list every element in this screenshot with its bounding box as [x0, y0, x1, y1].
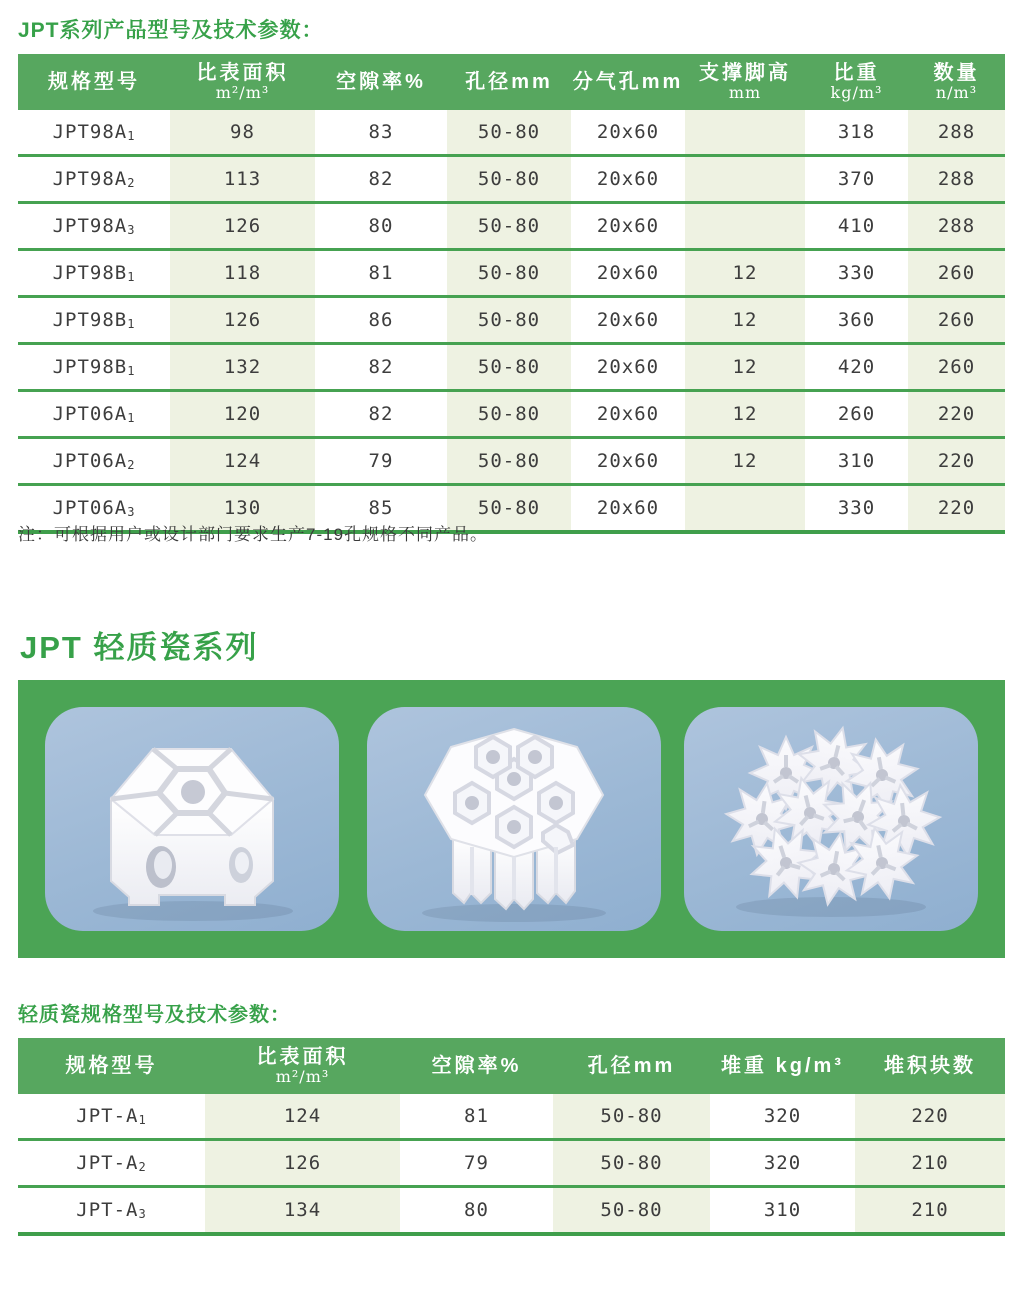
column-header: 比表面积 m²/m³ — [256, 1045, 349, 1087]
table-cell: 210 — [855, 1141, 1005, 1185]
column-header: 比重 kg/m³ — [830, 61, 883, 103]
table-cell: JPT06A 3 — [52, 497, 136, 519]
table-cell: 260 — [908, 298, 1005, 342]
column-header: 支撑脚高 mm — [699, 61, 791, 103]
table-cell: 82 — [368, 403, 394, 425]
ceramic-block-stacked-stars-photo — [684, 707, 978, 931]
table-cell: 126 — [205, 1141, 400, 1185]
table-cell: 80 — [368, 215, 394, 237]
section3-title: 轻质瓷规格型号及技术参数： — [18, 1004, 291, 1026]
table-cell: 330 — [837, 262, 876, 284]
table-cell: JPT98A 3 — [52, 215, 136, 237]
table-cell: 124 — [170, 439, 315, 483]
section2-title: JPT 轻质瓷系列 — [20, 630, 259, 665]
table-cell: 83 — [368, 121, 394, 143]
table-row — [18, 1185, 1005, 1236]
table-cell: 20x60 — [596, 121, 660, 143]
column-header: 孔径mm — [465, 70, 553, 93]
table-cell: 124 — [205, 1094, 400, 1138]
table-cell: 50-80 — [447, 110, 571, 154]
table-cell: 50-80 — [447, 204, 571, 248]
table-row — [18, 248, 1005, 295]
product-photo-band — [18, 680, 1005, 958]
table-cell: 50-80 — [447, 298, 571, 342]
table-cell: 370 — [837, 168, 876, 190]
table-header-row — [18, 1038, 1005, 1094]
table-cell: 20x60 — [596, 309, 660, 331]
table-cell: JPT98A 1 — [52, 121, 136, 143]
table-cell: 132 — [170, 345, 315, 389]
table-row — [18, 389, 1005, 436]
table-cell: 20x60 — [596, 215, 660, 237]
table-cell: 50-80 — [447, 439, 571, 483]
table-row — [18, 342, 1005, 389]
table-cell: JPT06A 1 — [52, 403, 136, 425]
table-cell: 81 — [464, 1105, 489, 1127]
table-cell: 126 — [170, 298, 315, 342]
table-cell: JPT98A 2 — [52, 168, 136, 190]
table-cell: 118 — [170, 251, 315, 295]
table-cell: 81 — [368, 262, 394, 284]
table-row — [18, 295, 1005, 342]
table-row — [18, 436, 1005, 483]
table-cell: 330 — [837, 497, 876, 519]
table-cell: 50-80 — [447, 157, 571, 201]
table-cell: 20x60 — [596, 497, 660, 519]
table-cell: 12 — [685, 439, 805, 483]
table-cell: 79 — [464, 1152, 489, 1174]
table-cell: 220 — [908, 486, 1005, 530]
table-row — [18, 1094, 1005, 1138]
table-cell: 50-80 — [447, 392, 571, 436]
table-cell: JPT98B 1 — [52, 356, 136, 378]
table-cell: 50-80 — [553, 1141, 710, 1185]
table-row — [18, 154, 1005, 201]
table-row — [18, 201, 1005, 248]
table-cell: 80 — [464, 1199, 489, 1221]
column-header: 空隙率% — [431, 1054, 522, 1077]
table-cell: JPT-A 1 — [76, 1105, 147, 1127]
table-cell: 318 — [837, 121, 876, 143]
ceramic-block-single-hex-photo — [45, 707, 339, 931]
light-ceramic-spec-table — [18, 1038, 1005, 1236]
section1-title: JPT系列产品型号及技术参数： — [18, 19, 324, 42]
table-cell: 12 — [685, 251, 805, 295]
table-cell: 320 — [763, 1152, 802, 1174]
table-cell: 113 — [170, 157, 315, 201]
table-row — [18, 110, 1005, 154]
table-cell: 288 — [908, 110, 1005, 154]
table-cell: JPT98B 1 — [52, 309, 136, 331]
table-cell: 12 — [685, 392, 805, 436]
table-cell: 79 — [368, 450, 394, 472]
table-cell: 98 — [170, 110, 315, 154]
table-cell: 360 — [837, 309, 876, 331]
table-cell: JPT06A 2 — [52, 450, 136, 472]
table-cell — [685, 110, 805, 154]
column-header: 比表面积 m²/m³ — [196, 61, 289, 103]
table-cell: 210 — [855, 1188, 1005, 1232]
table-cell: 320 — [763, 1105, 802, 1127]
table-cell: JPT-A 3 — [76, 1199, 147, 1221]
table-cell: 220 — [908, 439, 1005, 483]
table-cell: 12 — [685, 345, 805, 389]
table-cell: 86 — [368, 309, 394, 331]
ceramic-block-multichannel-photo — [367, 707, 661, 931]
table-cell: 50-80 — [553, 1094, 710, 1138]
table-cell: 410 — [837, 215, 876, 237]
table-cell — [685, 204, 805, 248]
table-cell: JPT98B 1 — [52, 262, 136, 284]
table-header-row — [18, 54, 1005, 110]
table-cell: 12 — [685, 298, 805, 342]
product-photo-panel-3 — [684, 707, 978, 931]
table-cell: 126 — [170, 204, 315, 248]
table-cell: 20x60 — [596, 403, 660, 425]
column-header: 分气孔mm — [572, 70, 684, 93]
table-cell: 20x60 — [596, 450, 660, 472]
table-cell: 220 — [908, 392, 1005, 436]
column-header: 堆积块数 — [884, 1054, 976, 1077]
table-cell: 20x60 — [596, 168, 660, 190]
column-header: 规格型号 — [48, 70, 140, 93]
table-cell: 50-80 — [447, 251, 571, 295]
table-cell: 82 — [368, 168, 394, 190]
table-note: 注：可根据用户或设计部门要求生产7-19孔规格不同产品。 — [18, 525, 489, 544]
table-cell: 420 — [837, 356, 876, 378]
table-row — [18, 1138, 1005, 1185]
column-header: 孔径mm — [587, 1054, 676, 1077]
table-cell: 85 — [368, 497, 394, 519]
table-cell: 220 — [855, 1094, 1005, 1138]
table-cell: 260 — [908, 345, 1005, 389]
table-cell: JPT-A 2 — [76, 1152, 147, 1174]
table-cell — [685, 486, 805, 530]
column-header: 堆重 kg/m³ — [721, 1054, 844, 1077]
table-cell — [685, 157, 805, 201]
table-cell: 310 — [837, 450, 876, 472]
column-header: 空隙率% — [336, 70, 426, 93]
table-cell: 50-80 — [447, 345, 571, 389]
product-photo-panel-1 — [45, 707, 339, 931]
product-photo-panel-2 — [367, 707, 661, 931]
table-cell: 310 — [763, 1199, 802, 1221]
table-cell: 260 — [908, 251, 1005, 295]
table-cell: 134 — [205, 1188, 400, 1232]
table-cell: 20x60 — [596, 262, 660, 284]
column-header: 规格型号 — [65, 1054, 158, 1077]
table-cell: 20x60 — [596, 356, 660, 378]
table-cell: 50-80 — [447, 486, 571, 530]
table-cell: 50-80 — [553, 1188, 710, 1232]
table-cell: 82 — [368, 356, 394, 378]
column-header: 数量 n/m³ — [933, 61, 980, 103]
table-cell: 288 — [908, 204, 1005, 248]
jpt-series-spec-table — [18, 54, 1005, 534]
table-cell: 130 — [170, 486, 315, 530]
table-cell: 260 — [837, 403, 876, 425]
table-cell: 288 — [908, 157, 1005, 201]
table-cell: 120 — [170, 392, 315, 436]
